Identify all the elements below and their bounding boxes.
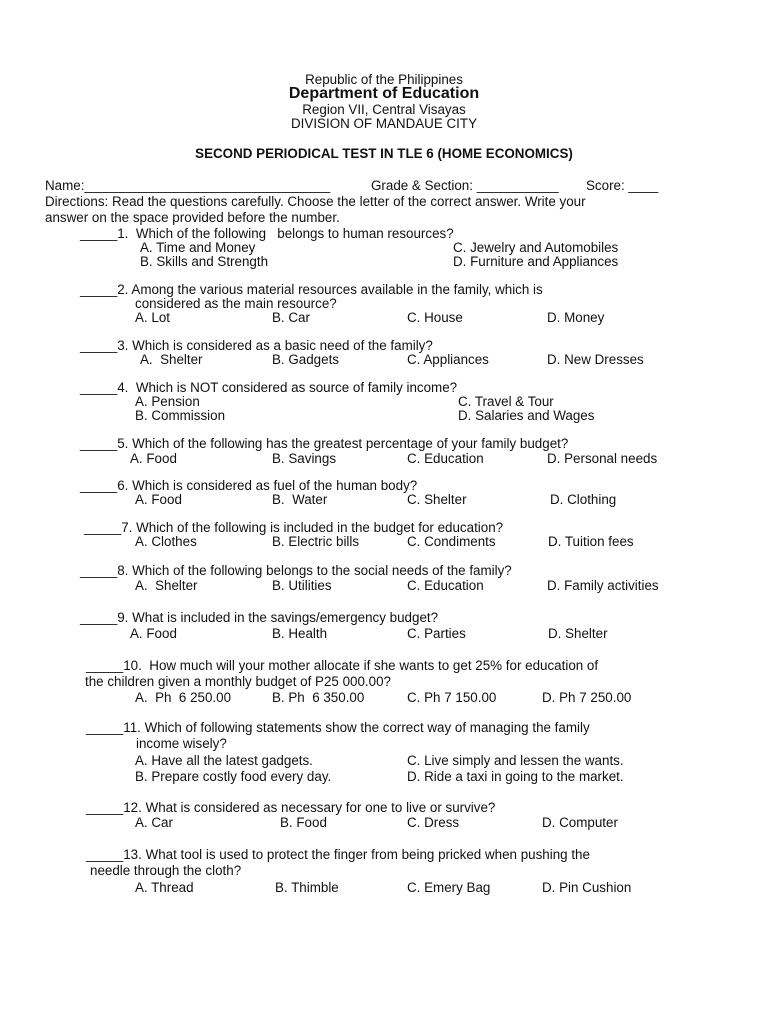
question-stem: _____12. What is considered as necessary for one to live or survive? <box>86 800 496 815</box>
answer-option-a: A. Lot <box>135 310 170 325</box>
answer-option-d: D. Personal needs <box>547 451 658 466</box>
answer-option-c: C. Ph 7 150.00 <box>407 690 497 705</box>
answer-option-d: D. Clothing <box>550 492 617 507</box>
answer-option-d: D. Computer <box>542 815 618 830</box>
answer-option-a: A. Car <box>135 815 173 830</box>
score-field-label: Score: ____ <box>586 178 659 193</box>
answer-option-a: A. Clothes <box>135 534 197 549</box>
answer-option-a: A. Food <box>135 492 182 507</box>
answer-option-c: C. Live simply and lessen the wants. <box>407 753 624 768</box>
answer-option-a: A. Shelter <box>135 578 198 593</box>
answer-option-a: A. Time and Money <box>140 240 256 255</box>
answer-option-a: A. Ph 6 250.00 <box>135 690 232 705</box>
question-stem-continued: needle through the cloth? <box>90 863 242 878</box>
question-stem: _____13. What tool is used to protect the finger from being pricked when pushing the <box>86 847 590 862</box>
answer-option-c: C. House <box>407 310 463 325</box>
answer-option-a: A. Food <box>130 451 177 466</box>
answer-option-b: B. Gadgets <box>272 352 339 367</box>
grade-section-field-label: Grade & Section: ___________ <box>371 178 559 193</box>
question-stem: _____8. Which of the following belongs to the social needs of the family? <box>80 563 512 578</box>
answer-option-d: D. Shelter <box>548 626 608 641</box>
answer-option-a: A. Shelter <box>140 352 203 367</box>
question-stem-continued: income wisely? <box>136 736 227 751</box>
answer-option-b: B. Skills and Strength <box>140 254 269 269</box>
answer-option-a: A. Thread <box>135 880 194 895</box>
answer-option-b: B. Electric bills <box>272 534 360 549</box>
question-stem: _____7. Which of the following is included in the budget for education? <box>84 520 504 535</box>
answer-option-d: D. Furniture and Appliances <box>453 254 619 269</box>
answer-option-d: D. New Dresses <box>547 352 644 367</box>
answer-option-d: D. Money <box>547 310 605 325</box>
answer-option-d: D. Ride a taxi in going to the market. <box>407 769 624 784</box>
answer-option-c: C. Parties <box>407 626 466 641</box>
answer-option-c: C. Education <box>407 578 484 593</box>
answer-option-b: B. Prepare costly food every day. <box>135 769 332 784</box>
answer-option-d: D. Pin Cushion <box>542 880 632 895</box>
question-stem: _____10. How much will your mother allocate if she wants to get 25% for education of <box>86 658 599 673</box>
answer-option-a: A. Food <box>130 626 177 641</box>
answer-option-b: B. Ph 6 350.00 <box>272 690 365 705</box>
answer-option-b: B. Car <box>272 310 310 325</box>
question-stem: _____5. Which of the following has the greatest percentage of your family budget? <box>80 436 569 451</box>
answer-option-a: A. Have all the latest gadgets. <box>135 753 313 768</box>
answer-option-d: D. Ph 7 250.00 <box>542 690 632 705</box>
answer-option-c: C. Education <box>407 451 484 466</box>
answer-option-c: C. Condiments <box>407 534 496 549</box>
question-stem: _____9. What is included in the savings/emergency budget? <box>80 610 439 625</box>
answer-option-c: C. Dress <box>407 815 460 830</box>
question-stem: _____11. Which of following statements show the correct way of managing the family <box>86 720 590 735</box>
question-stem-continued: the children given a monthly budget of P25 000.00? <box>85 674 391 689</box>
question-stem: _____1. Which of the following belongs to human resources? <box>80 226 454 241</box>
answer-option-c: C. Travel & Tour <box>458 394 554 409</box>
header-region: Region VII, Central Visayas <box>302 102 466 117</box>
answer-option-b: B. Savings <box>272 451 337 466</box>
answer-option-b: B. Food <box>280 815 327 830</box>
directions-line-1: Directions: Read the questions carefully. Choose the letter of the correct answer. Write your <box>45 194 586 209</box>
question-stem-continued: considered as the main resource? <box>135 296 337 311</box>
answer-option-c: C. Shelter <box>407 492 467 507</box>
question-stem: _____3. Which is considered as a basic need of the family? <box>80 338 433 353</box>
question-stem: _____6. Which is considered as fuel of the human body? <box>80 478 418 493</box>
header-division: DIVISION OF MANDAUE CITY <box>291 116 477 131</box>
answer-option-b: B. Water <box>272 492 328 507</box>
answer-option-c: C. Jewelry and Automobiles <box>453 240 619 255</box>
header-department: Department of Education <box>288 85 480 102</box>
name-field-label: Name:_________________________________ <box>45 178 331 193</box>
question-stem: _____4. Which is NOT considered as source of family income? <box>80 380 458 395</box>
answer-option-c: C. Emery Bag <box>407 880 491 895</box>
answer-option-d: D. Family activities <box>547 578 659 593</box>
answer-option-b: B. Utilities <box>272 578 332 593</box>
answer-option-d: D. Tuition fees <box>548 534 634 549</box>
answer-option-c: C. Appliances <box>407 352 489 367</box>
answer-option-d: D. Salaries and Wages <box>458 408 595 423</box>
test-title: SECOND PERIODICAL TEST IN TLE 6 (HOME ECONOMICS) <box>195 146 573 161</box>
question-stem: _____2. Among the various material resources available in the family, which is <box>80 282 543 297</box>
answer-option-a: A. Pension <box>135 394 200 409</box>
answer-option-b: B. Health <box>272 626 328 641</box>
header-republic: Republic of the Philippines <box>305 72 463 87</box>
answer-option-b: B. Commission <box>135 408 226 423</box>
directions-line-2: answer on the space provided before the number. <box>45 210 340 225</box>
answer-option-b: B. Thimble <box>275 880 339 895</box>
